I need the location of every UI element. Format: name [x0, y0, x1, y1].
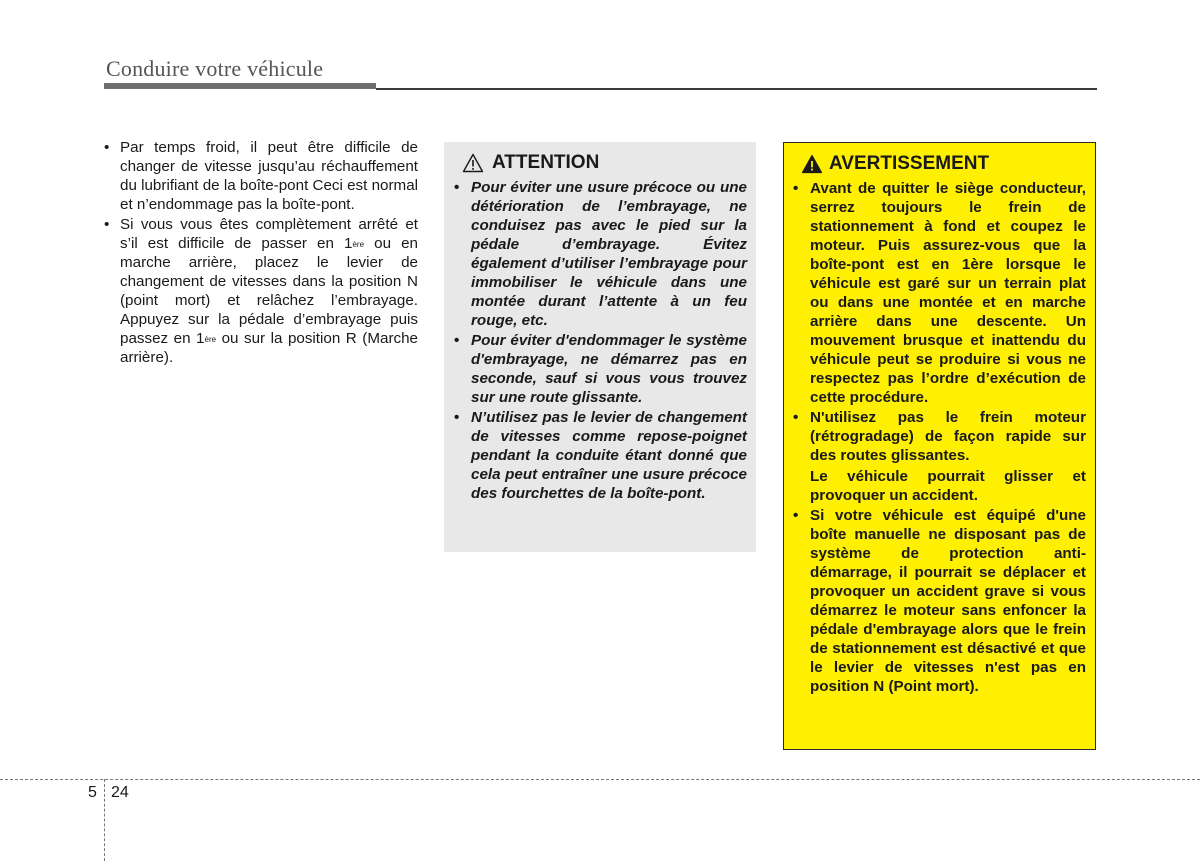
footer-divider [104, 779, 105, 861]
ordinal-suffix: ère [204, 335, 217, 344]
list-item [454, 178, 747, 330]
warning-triangle-outline-icon [462, 153, 484, 173]
bullet-icon: • [793, 180, 799, 197]
warning-header [793, 153, 1086, 175]
attention-header [454, 152, 747, 174]
page-number: 24 [111, 784, 129, 801]
bullet-icon: • [104, 139, 110, 156]
list-item [793, 408, 1086, 505]
warning-item-text: Le véhicule pourrait glisser et provoquer un accident. [810, 468, 1086, 504]
header-rule-thin [376, 88, 1097, 90]
warning-box [783, 142, 1096, 750]
attention-box [444, 142, 756, 552]
bullet-text: Par temps froid, il peut être difficile de changer de vitesse jusqu’au réchauffement du lubrifiant de la boîte-pont Ceci est normal et n’endommage pas la boîte-pont. [120, 139, 419, 213]
attention-item-text: Pour éviter une usure précoce ou une détérioration de l’embrayage, ne conduisez pas avec le pied sur la pédale d’embrayage. Évitez également d’utiliser l’embrayage pour immobiliser le véhicule dans une montée durant l’attente à un feu rouge, etc. [471, 179, 747, 329]
left-column [104, 138, 418, 368]
warning-list [793, 179, 1086, 696]
list-item [104, 215, 418, 367]
list-item [104, 138, 418, 214]
page-chapter-number: 5 [88, 784, 97, 801]
bullet-icon: • [454, 409, 460, 426]
bullet-icon: • [793, 409, 799, 426]
bullet-icon: • [104, 216, 110, 233]
bullet-list [104, 138, 418, 367]
bullet-text: Si vous vous êtes complètement arrêté et s’il est difficile de passer en 1 [120, 216, 418, 252]
bullet-text: ou en marche arrière, placez le levier de changement de vitesses dans la position N (point mort) et relâchez l’embrayage. Appuyez sur la pédale d’embrayage puis passez en 1 [120, 235, 418, 347]
warning-item-text: Avant de quitter le siège conducteur, serrez toujours le frein de stationnement à fond et coupez le moteur. Puis assurez-vous que la boîte-pont est en 1ère lorsque le véhicule est garé sur un terrain plat ou dans une montée et en marche arrière dans une descente. Un mouvement brusque et inattendu du véhicule peut se produire si vous ne respectez pas l’ordre d’exécution de cette procédure. [810, 180, 1086, 406]
bullet-icon: • [454, 179, 460, 196]
bullet-icon: • [454, 332, 460, 349]
attention-item-text: N’utilisez pas le levier de changement de vitesses comme repose-poignet pendant la conduite étant donné que cela peut entraîner une usure précoce des fourchettes de la boîte-pont. [471, 409, 747, 502]
attention-item-text: Pour éviter d'endommager le système d'embrayage, ne démarrez pas en seconde, sauf si vous vous trouvez sur une route glissante. [471, 332, 747, 406]
warning-item-text: Si votre véhicule est équipé d'une boîte manuelle ne disposant pas de système de protection anti-démarrage, il pourrait se déplacer et provoquer un accident grave si vous démarrez le moteur sans enfoncer la pédale d'embrayage alors que le frein de stationnement est désactivé et que le levier de vitesses n'est pas en position N (Point mort). [810, 507, 1086, 695]
list-item [793, 506, 1086, 696]
list-item [793, 179, 1086, 407]
attention-list [454, 178, 747, 503]
bullet-icon: • [793, 507, 799, 524]
warning-triangle-filled-icon [801, 154, 823, 174]
page-header-title: Conduire votre véhicule [106, 56, 324, 81]
warning-item-text: N'utilisez pas le frein moteur (rétrogradage) de façon rapide sur des routes glissantes. [810, 409, 1086, 464]
list-item [454, 331, 747, 407]
footer-rule [0, 779, 1200, 780]
ordinal-suffix: ère [352, 240, 365, 249]
header-rule-thick [104, 83, 376, 89]
list-item [454, 408, 747, 503]
warning-title: AVERTISSEMENT [829, 153, 990, 174]
attention-title: ATTENTION [492, 152, 600, 173]
bullet-text: ou sur la position R (Marche arrière). [120, 330, 418, 366]
